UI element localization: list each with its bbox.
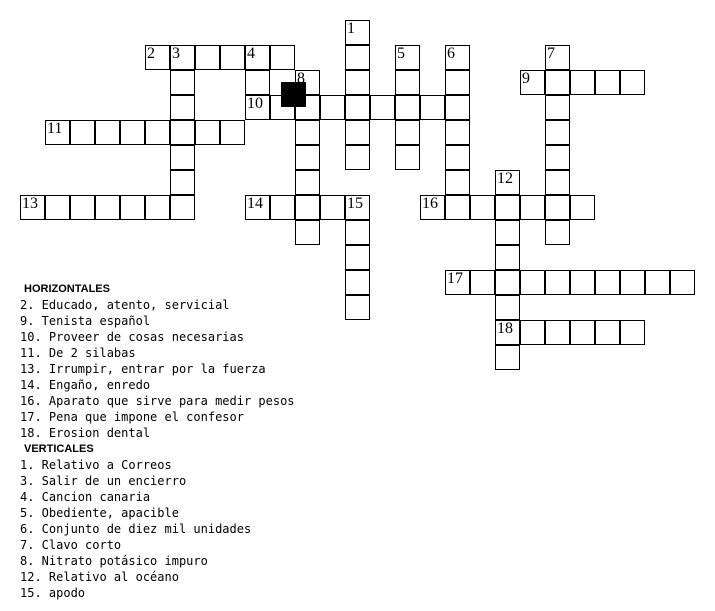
down-clue: 6. Conjunto de diez mil unidades <box>20 522 252 536</box>
grid-cell[interactable] <box>320 95 345 120</box>
grid-cell[interactable] <box>395 70 420 95</box>
clue-number: 6 <box>447 45 455 62</box>
grid-cell[interactable] <box>545 195 570 220</box>
grid-cell[interactable] <box>445 120 470 145</box>
across-clue: 14. Engaño, enredo <box>20 378 151 392</box>
clue-number: 4 <box>247 45 255 62</box>
grid-cell[interactable] <box>545 270 570 295</box>
clues-panel <box>20 281 380 601</box>
grid-cell[interactable] <box>445 170 470 195</box>
grid-cell[interactable] <box>495 295 520 320</box>
grid-cell[interactable] <box>570 195 595 220</box>
grid-cell[interactable] <box>545 170 570 195</box>
grid-cell[interactable] <box>320 195 345 220</box>
grid-cell[interactable] <box>220 45 245 70</box>
across-clue: 16. Aparato que sirve para medir pesos <box>20 394 295 408</box>
across-clue: 2. Educado, atento, servicial <box>20 298 230 312</box>
across-clue: 18. Erosion dental <box>20 426 151 440</box>
clue-number: 5 <box>397 45 405 62</box>
grid-cell[interactable] <box>170 145 195 170</box>
grid-cell[interactable] <box>495 345 520 370</box>
grid-cell[interactable] <box>345 95 370 120</box>
grid-cell[interactable] <box>145 195 170 220</box>
grid-cell[interactable] <box>120 195 145 220</box>
grid-cell[interactable] <box>170 95 195 120</box>
grid-cell[interactable] <box>170 170 195 195</box>
grid-cell[interactable] <box>495 245 520 270</box>
clue-number: 16 <box>422 195 438 212</box>
grid-cell[interactable] <box>95 120 120 145</box>
down-clue: 5. Obediente, apacible <box>20 506 179 520</box>
clue-number: 11 <box>47 120 63 137</box>
clue-number: 12 <box>497 170 513 187</box>
clue-number: 3 <box>172 45 180 62</box>
across-clue: 13. Irrumpir, entrar por la fuerza <box>20 362 266 376</box>
grid-cell[interactable] <box>470 270 495 295</box>
grid-cell[interactable] <box>120 120 145 145</box>
grid-cell[interactable] <box>420 95 445 120</box>
grid-cell[interactable] <box>70 195 95 220</box>
grid-cell[interactable] <box>345 220 370 245</box>
grid-cell[interactable] <box>570 70 595 95</box>
grid-cell[interactable] <box>370 95 395 120</box>
down-clue: 3. Salir de un encierro <box>20 474 187 488</box>
grid-cell[interactable] <box>595 270 620 295</box>
grid-cell[interactable] <box>620 320 645 345</box>
clue-number: 7 <box>547 45 555 62</box>
grid-cell[interactable] <box>570 320 595 345</box>
clue-number: 13 <box>22 195 38 212</box>
grid-cell[interactable] <box>645 270 670 295</box>
grid-cell[interactable] <box>345 70 370 95</box>
grid-cell[interactable] <box>445 145 470 170</box>
clue-number: 15 <box>347 195 363 212</box>
grid-cell[interactable] <box>620 270 645 295</box>
grid-cell[interactable] <box>620 70 645 95</box>
grid-cell[interactable] <box>445 195 470 220</box>
grid-cell[interactable] <box>345 120 370 145</box>
grid-cell[interactable] <box>595 320 620 345</box>
grid-cell[interactable] <box>245 70 270 95</box>
down-clue-list <box>20 457 380 601</box>
grid-cell[interactable] <box>145 120 170 145</box>
grid-cell[interactable] <box>220 120 245 145</box>
grid-cell[interactable] <box>470 195 495 220</box>
grid-cell[interactable] <box>520 320 545 345</box>
down-clue: 7. Clavo corto <box>20 538 122 552</box>
across-clue: 10. Proveer de cosas necesarias <box>20 330 244 344</box>
across-clue: 9. Tenista español <box>20 314 151 328</box>
across-clue: 17. Pena que impone el confesor <box>20 410 244 424</box>
grid-cell[interactable] <box>545 120 570 145</box>
grid-cell[interactable] <box>445 95 470 120</box>
down-clue: 4. Cancion canaria <box>20 490 151 504</box>
grid-cell[interactable] <box>545 320 570 345</box>
grid-cell[interactable] <box>495 270 520 295</box>
clue-number: 18 <box>497 320 513 337</box>
grid-cell[interactable] <box>345 245 370 270</box>
grid-cell[interactable] <box>520 195 545 220</box>
grid-cell[interactable] <box>295 220 320 245</box>
grid-cell[interactable] <box>195 120 220 145</box>
clue-number: 9 <box>522 70 530 87</box>
grid-cell[interactable] <box>545 70 570 95</box>
grid-cell[interactable] <box>545 95 570 120</box>
grid-cell[interactable] <box>445 70 470 95</box>
clue-number: 8 <box>297 70 305 87</box>
grid-cell[interactable] <box>545 145 570 170</box>
grid-cell[interactable] <box>270 45 295 70</box>
grid-cell[interactable] <box>295 170 320 195</box>
grid-cell[interactable] <box>195 45 220 70</box>
grid-cell[interactable] <box>170 70 195 95</box>
grid-cell[interactable] <box>520 270 545 295</box>
clue-number: 17 <box>447 270 463 287</box>
grid-cell[interactable] <box>45 195 70 220</box>
clue-number: 10 <box>247 95 263 112</box>
grid-cell[interactable] <box>345 145 370 170</box>
down-clue: 8. Nitrato potásico impuro <box>20 554 208 568</box>
clue-number: 14 <box>247 195 263 212</box>
grid-cell[interactable] <box>545 220 570 245</box>
across-clue: 11. De 2 silabas <box>20 346 136 360</box>
grid-cell[interactable] <box>570 270 595 295</box>
grid-cell[interactable] <box>170 195 195 220</box>
down-clue: 15. apodo <box>20 586 86 600</box>
grid-cell[interactable] <box>95 195 120 220</box>
grid-cell[interactable] <box>495 195 520 220</box>
down-clue: 12. Relativo al océano <box>20 570 179 584</box>
grid-cell[interactable] <box>395 145 420 170</box>
grid-cell[interactable] <box>495 220 520 245</box>
clue-number: 2 <box>147 45 155 62</box>
across-clue-list <box>20 297 380 441</box>
grid-cell[interactable] <box>295 145 320 170</box>
grid-cell[interactable] <box>670 270 695 295</box>
down-heading: VERTICALES <box>24 443 94 455</box>
grid-cell[interactable] <box>70 120 95 145</box>
grid-cell[interactable] <box>395 95 420 120</box>
down-clue: 1. Relativo a Correos <box>20 458 172 472</box>
grid-cell[interactable] <box>595 70 620 95</box>
across-heading: HORIZONTALES <box>24 283 110 295</box>
grid-cell[interactable] <box>295 120 320 145</box>
grid-cell[interactable] <box>170 120 195 145</box>
grid-cell[interactable] <box>395 120 420 145</box>
grid-cell[interactable] <box>295 195 320 220</box>
clue-number: 1 <box>347 20 355 37</box>
grid-cell[interactable] <box>270 195 295 220</box>
grid-cell[interactable] <box>345 45 370 70</box>
